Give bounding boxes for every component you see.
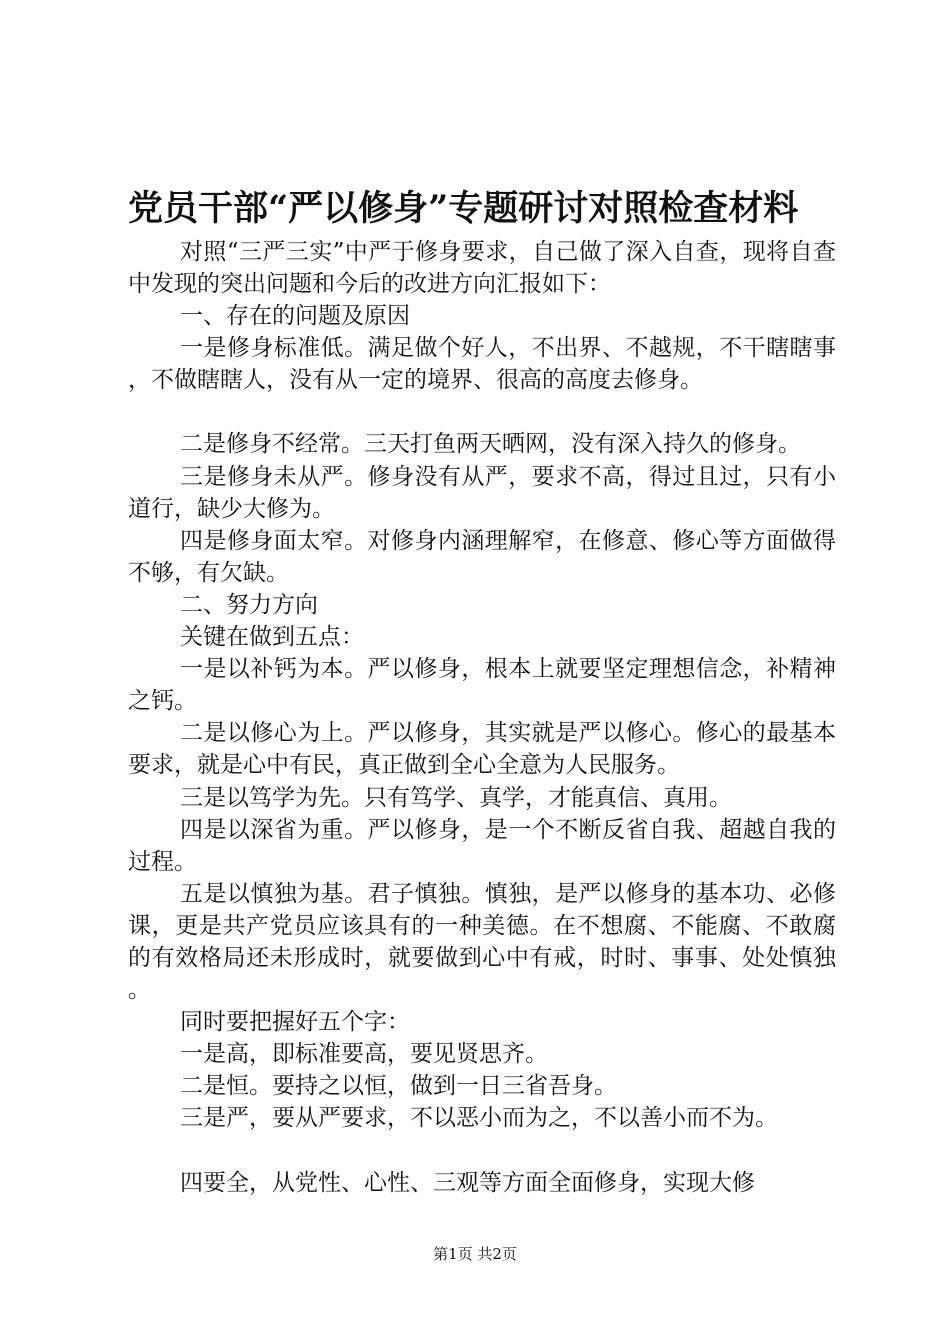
document-title: 党员干部“严以修身”专题研讨对照检查材料 xyxy=(128,188,799,229)
page-footer: 第1页 共2页 xyxy=(433,1245,517,1263)
paragraph-word-4: 四要全，从党性、心性、三观等方面全面修身，实现大修 xyxy=(180,1169,755,1196)
paragraph-five-words-intro: 同时要把握好五个字： xyxy=(180,1009,410,1036)
paragraph-word-2: 二是恒。要持之以恒，做到一日三省吾身。 xyxy=(180,1073,617,1100)
paragraph-point-3: 三是以笃学为先。只有笃学、真学，才能真信、真用。 xyxy=(180,784,732,811)
section-heading-problems: 一、存在的问题及原因 xyxy=(180,303,410,330)
paragraph-point-2: 二是以修心为上。严以修身，其实就是严以修心。修心的最基本要求，就是心中有民，真正做到全心全意为人民服务。 xyxy=(128,720,836,779)
paragraph-problem-4: 四是修身面太窄。对修身内涵理解窄，在修意、修心等方面做得不够，有欠缺。 xyxy=(128,527,836,586)
paragraph-point-1: 一是以补钙为本。严以修身，根本上就要坚定理想信念，补精神之钙。 xyxy=(128,656,836,715)
paragraph-five-points-intro: 关键在做到五点： xyxy=(180,624,364,651)
paragraph-problem-1: 一是修身标准低。满足做个好人，不出界、不越规，不干瞎瞎事，不做瞎瞎人，没有从一定的境界、很高的高度去修身。 xyxy=(128,335,836,394)
section-heading-direction: 二、努力方向 xyxy=(180,591,318,618)
paragraph-word-3: 三是严，要从严要求，不以恶小而为之，不以善小而不为。 xyxy=(180,1105,778,1132)
paragraph-problem-3: 三是修身未从严。修身没有从严，要求不高，得过且过，只有小道行，缺少大修为。 xyxy=(128,463,836,522)
paragraph-intro: 对照“三严三实”中严于修身要求，自己做了深入自查，现将自查中发现的突出问题和今后的改进方向汇报如下： xyxy=(128,239,836,298)
paragraph-problem-2: 二是修身不经常。三天打鱼两天晒网，没有深入持久的修身。 xyxy=(180,431,801,458)
document-body xyxy=(128,236,836,1199)
paragraph-word-1: 一是高，即标准要高，要见贤思齐。 xyxy=(180,1041,548,1068)
paragraph-point-4: 四是以深省为重。严以修身，是一个不断反省自我、超越自我的过程。 xyxy=(128,816,836,875)
paragraph-point-5: 五是以慎独为基。君子慎独。慎独，是严以修身的基本功、必修课，更是共产党员应该具有的一种美德。在不想腐、不能腐、不敢腐的有效格局还未形成时，就要做到心中有戒，时时、事事、处处慎独。 xyxy=(128,880,836,1004)
